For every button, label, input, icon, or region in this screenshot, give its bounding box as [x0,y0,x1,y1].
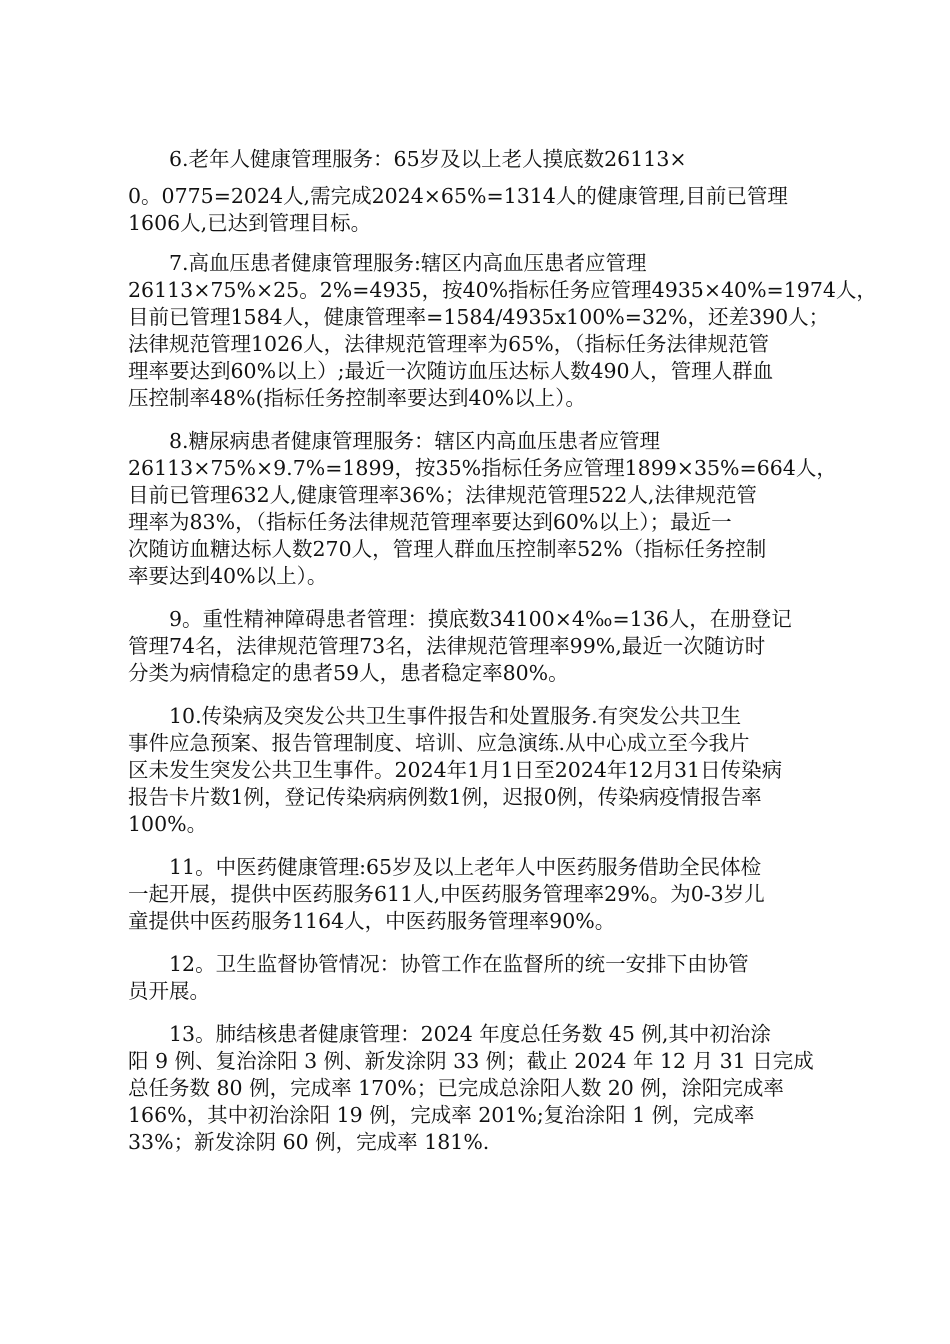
document-body [128,146,877,1172]
paragraph-diabetes [128,428,837,590]
paragraph-mental-health [128,606,828,687]
text-line: 7.高血压患者健康管理服务:辖区内高血压患者应管理 [169,251,647,275]
text-line: 一起开展，提供中医药服务611人,中医药服务管理率29%。为0-3岁儿 [128,882,765,906]
text-line: 6.老年人健康管理服务：65岁及以上老人摸底数26113× [169,147,687,171]
paragraph-tuberculosis [128,1021,828,1156]
text-line: 11。中医药健康管理:65岁及以上老年人中医药服务借助全民体检 [169,855,762,879]
text-line: 10.传染病及突发公共卫生事件报告和处置服务.有突发公共卫生 [169,704,742,728]
text-line: 26113×75%×9.7%=1899，按35%指标任务应管理1899×35%=664人， [128,456,837,480]
text-line: 童提供中医药服务1164人，中医药服务管理率90%。 [128,909,616,933]
text-line: 管理74名，法律规范管理73名，法律规范管理率99%,最近一次随访时 [128,634,766,658]
paragraph-hypertension [128,250,877,412]
text-line: 33%；新发涂阴 60 例，完成率 181%. [128,1130,490,1154]
text-line: 理率要达到60%以上）;最近一次随访血压达标人数490人，管理人群血 [128,359,774,383]
paragraph-tcm-health [128,854,828,935]
text-line: 1606人,已达到管理目标。 [128,211,372,235]
text-line: 率要达到40%以上）。 [128,564,328,588]
text-line: 分类为病情稳定的患者59人，患者稳定率80%。 [128,661,569,685]
text-line: 9。重性精神障碍患者管理：摸底数34100×4‰=136人，在册登记 [169,607,792,631]
paragraph-health-supervision [128,951,828,1005]
text-line: 目前已管理632人,健康管理率36%；法律规范管理522人,法律规范管 [128,483,757,507]
paragraph-elderly-health [128,146,828,237]
text-line: 区未发生突发公共卫生事件。2024年1月1日至2024年12月31日传染病 [128,758,783,782]
text-line: 13。肺结核患者健康管理：2024 年度总任务数 45 例,其中初治涂 [169,1022,771,1046]
text-line: 次随访血糖达标人数270人，管理人群血压控制率52%（指标任务控制 [128,537,767,561]
text-line: 8.糖尿病患者健康管理服务：辖区内高血压患者应管理 [169,429,661,453]
text-line: 事件应急预案、报告管理制度、培训、应急演练.从中心成立至今我片 [128,731,750,755]
text-line: 法律规范管理1026人，法律规范管理率为65%，（指标任务法律规范管 [128,332,769,356]
text-line: 理率为83%，（指标任务法律规范管理率要达到60%以上）；最近一 [128,510,732,534]
text-line: 目前已管理1584人，健康管理率=1584/4935x100%=32%，还差390人； [128,305,830,329]
text-line: 压控制率48%(指标任务控制率要达到40%以上）。 [128,386,586,410]
text-line: 阳 9 例、复治涂阳 3 例、新发涂阴 33 例；截止 2024 年 12 月 31 日完成 [128,1049,814,1073]
text-line: 12。卫生监督协管情况：协管工作在监督所的统一安排下由协管 [169,952,749,976]
text-line: 100%。 [128,812,208,836]
text-line: 总任务数 80 例，完成率 170%；已完成总涂阳人数 20 例，涂阳完成率 [128,1076,784,1100]
text-line: 员开展。 [128,979,210,1003]
text-line: 0。0775=2024人,需完成2024×65%=1314人的健康管理,目前已管理 [128,184,788,208]
paragraph-infectious-disease [128,703,828,838]
text-line: 报告卡片数1例，登记传染病病例数1例，迟报0例，传染病疫情报告率 [128,785,762,809]
text-line: 166%，其中初治涂阳 19 例，完成率 201%;复治涂阳 1 例，完成率 [128,1103,755,1127]
text-line: 26113×75%×25。2%=4935，按40%指标任务应管理4935×40%=1974人， [128,278,877,302]
